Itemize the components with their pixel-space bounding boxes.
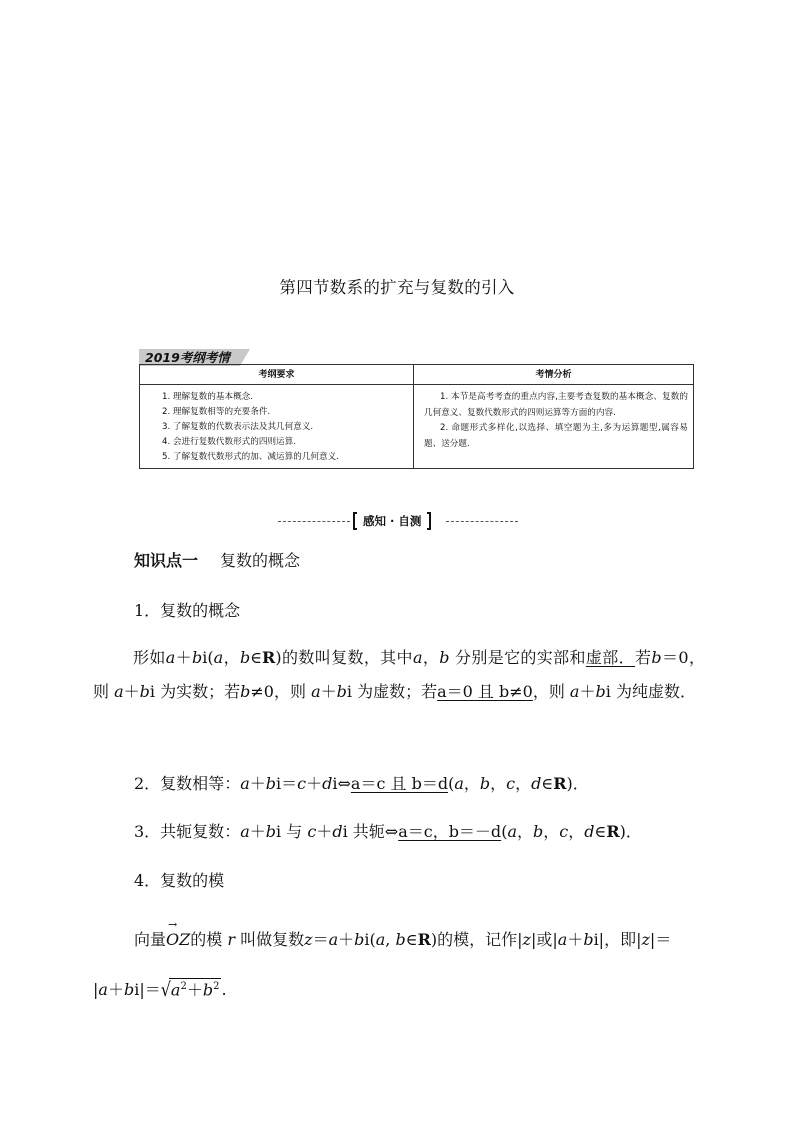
concept-paragraph: 形如a＋bi(a，b∈R)的数叫复数，其中a，b 分别是它的实部和虚部．若b＝0，则 a＋bi 为实数；若b≠0，则 a＋bi 为虚数；若a＝0 且 b≠0，则 a＋bi 为纯虚数．	[93, 648, 705, 701]
list-item: 3. 了解复数的代数表示法及其几何意义.	[162, 422, 314, 432]
blank-answer: 虚部．	[585, 648, 636, 667]
section-heading-3: 3．共轭复数：a＋bi 与 c＋di 共轭⇔a＝c，b＝－d(a，b，c，d∈R)．	[134, 822, 642, 841]
banner-label: 2019考纲考情	[139, 349, 240, 366]
syllabus-table	[139, 364, 694, 469]
section-divider	[278, 512, 518, 532]
blank-answer: a＝c，b＝－d	[398, 822, 502, 841]
blank-answer: a＝c 且 b＝d	[350, 774, 449, 793]
list-item: 2. 理解复数相等的充要条件.	[162, 407, 271, 417]
table-header-analysis: 考情分析	[414, 365, 693, 385]
analysis-paragraph: 1. 本节是高考考查的重点内容,主要考查复数的基本概念、复数的几何意义、复数代数形式的四则运算等方面的内容.	[424, 392, 688, 418]
requirements-list	[162, 390, 339, 465]
blank-answer: a＝0 且 b≠0	[437, 682, 533, 701]
list-item: 1. 理解复数的基本概念.	[162, 392, 254, 402]
section-heading-1: 1．复数的概念	[134, 601, 241, 620]
dashed-line	[278, 521, 350, 522]
modulus-definition: 向量 → OZ的模 r 叫做复数z＝a＋bi(a, b∈R)的模，记作|z|或|a＋bi|，即|z|＝	[134, 918, 672, 949]
table-header-requirements: 考纲要求	[140, 365, 414, 385]
table-column-divider	[413, 385, 414, 469]
dashed-line	[446, 521, 518, 522]
knowledge-point-label: 知识点一	[134, 551, 199, 570]
analysis-paragraph: 2. 命题形式多样化,以选择、填空题为主,多为运算题型,属容易题、送分题.	[424, 423, 688, 449]
list-item: 5. 了解复数代数形式的加、减运算的几何意义.	[162, 452, 339, 462]
analysis-text	[424, 390, 688, 452]
knowledge-point-name: 复数的概念	[220, 551, 301, 570]
page-title: 第四节数系的扩充与复数的引入	[279, 278, 515, 297]
divider-label: 感知 · 自测	[353, 512, 431, 530]
modulus-formula: $|a+bi|=√a^2+b^2$ .	[93, 978, 227, 1001]
section-heading-2: 2．复数相等：a＋bi＝c＋di⇔a＝c 且 b＝d(a，b，c，d∈R)．	[134, 774, 589, 793]
vector-oz: → OZ	[166, 918, 191, 949]
knowledge-point-heading	[134, 548, 300, 571]
list-item: 4. 会进行复数代数形式的四则运算.	[162, 437, 296, 447]
section-heading-4: 4．复数的模	[134, 871, 225, 890]
